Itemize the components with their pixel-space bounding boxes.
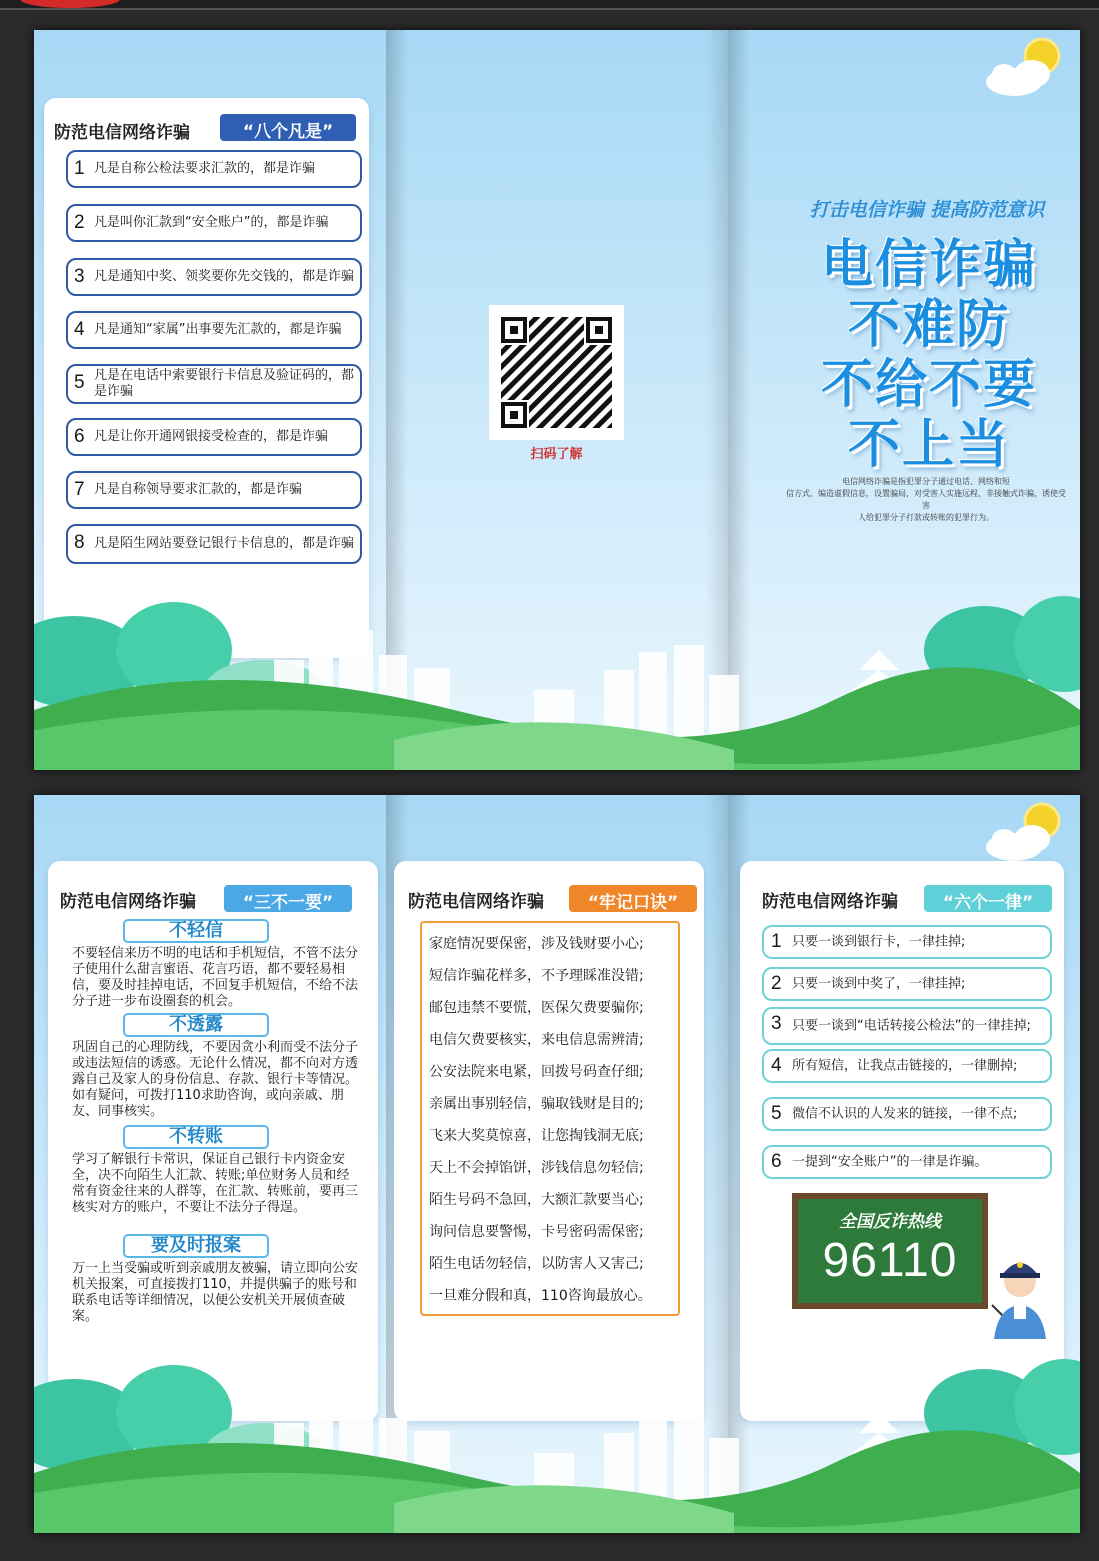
rule-number: 7: [74, 479, 85, 500]
panel-title: 防范电信网络诈骗: [54, 123, 190, 143]
rule-text: 只要一谈到中奖了，一律挂掉;: [792, 976, 966, 992]
city-landscape-illustration: [34, 1353, 1080, 1533]
section-body: 巩固自己的心理防线，不要因贪小利而受不法分子或违法短信的诱惑。无论什么情况，都不向对方透露自己及家人的身份信息、存款、银行卡等情况。如有疑问，可拨打110求助咨询，或向亲戚、朋友、同事核实。: [72, 1040, 359, 1119]
panel-title: 防范电信网络诈骗: [408, 892, 544, 912]
rule-text: 凡是通知“家属”出事要先汇款的，都是诈骗: [94, 322, 342, 337]
mnemonic-line: 公安法院来电紧，回拨号码查仔细;: [429, 1064, 644, 1080]
rule-text: 凡是叫你汇款到“安全账户”的，都是诈骗: [94, 215, 329, 230]
rule-item: [762, 1007, 1052, 1045]
panel-tag: “牢记口诀”: [569, 885, 697, 912]
qr-caption: 扫码了解: [530, 447, 583, 462]
sun-cloud-illustration: [974, 34, 1074, 104]
rule-item: [66, 471, 362, 509]
mnemonic-panel: [394, 861, 704, 1421]
rule-item: [66, 258, 362, 296]
rule-text: 凡是自称领导要求汇款的，都是诈骗: [94, 482, 303, 497]
panel-title: 防范电信网络诈骗: [60, 892, 196, 912]
mnemonic-line: 亲属出事别轻信，骗取钱财是目的;: [429, 1096, 644, 1112]
panel-title: 防范电信网络诈骗: [762, 892, 898, 912]
rule-text: 凡是在电话中索要银行卡信息及验证码的，都是诈骗: [94, 368, 355, 399]
cover-slogan: 打击电信诈骗 提高防范意识: [809, 199, 1045, 221]
qr-code[interactable]: [489, 305, 624, 440]
section-body: 万一上当受骗或听到亲戚朋友被骗，请立即向公安机关报案，可直接拨打110，并提供骗子的账号和联系电话等详细情况，以便公安机关开展侦查破案。: [72, 1261, 359, 1324]
rule-text: 凡是让你开通网银接受检查的，都是诈骗: [94, 429, 329, 444]
mnemonic-line: 家庭情况要保密，涉及钱财要小心;: [429, 936, 644, 952]
mnemonic-line: 陌生电话勿轻信，以防害人又害己;: [429, 1256, 644, 1272]
section-heading: 要及时报案: [123, 1234, 269, 1258]
rule-number: 8: [74, 532, 85, 553]
rule-item: [66, 524, 362, 564]
mnemonic-box: [420, 921, 680, 1316]
sun-cloud-illustration: [974, 799, 1074, 869]
rule-text: 只要一谈到银行卡，一律挂掉;: [792, 934, 966, 950]
rule-item: [762, 1097, 1052, 1131]
section-heading: 不转账: [123, 1125, 269, 1149]
cover-description: [786, 476, 1066, 524]
eight-rules-panel: [44, 98, 369, 658]
rule-item: [66, 150, 362, 188]
city-landscape-illustration: [34, 590, 1080, 770]
rule-number: 2: [771, 973, 782, 994]
rule-number: 1: [771, 931, 782, 952]
mnemonic-line: 飞来大奖莫惊喜，让您掏钱洞无底;: [429, 1128, 644, 1144]
rule-text: 微信不认识的人发来的链接，一律不点;: [792, 1106, 1018, 1122]
rule-item: [762, 1145, 1052, 1179]
rule-number: 3: [74, 266, 85, 287]
rule-item: [66, 364, 362, 404]
hotline-label: 全国反诈热线: [839, 1212, 941, 1232]
mnemonic-line: 一旦难分假和真，110咨询最放心。: [429, 1288, 652, 1304]
rule-number: 2: [74, 212, 85, 233]
rule-number: 5: [771, 1103, 782, 1124]
cover-headline-line: 不难防: [847, 295, 1010, 355]
mnemonic-line: 天上不会掉馅饼，涉钱信息勿轻信;: [429, 1160, 644, 1176]
rule-item: [762, 967, 1052, 1001]
cover-description-line: 信方式，编造虚假信息，设置骗局，对受害人实施远程、非接触式诈骗，诱使受害: [786, 489, 1066, 510]
rule-text: 凡是自称公检法要求汇款的，都是诈骗: [94, 161, 316, 176]
rule-number: 3: [771, 1013, 782, 1034]
section-heading: 不轻信: [123, 919, 269, 943]
panel-tag: “八个凡是”: [220, 114, 356, 141]
hotline-board: [792, 1193, 988, 1309]
rule-item: [762, 925, 1052, 959]
mnemonic-line: 询问信息要警惕，卡号密码需保密;: [429, 1224, 644, 1240]
mnemonic-line: 邮包违禁不要慌，医保欠费要骗你;: [429, 1000, 644, 1016]
rule-text: 一提到“安全账户”的一律是诈骗。: [792, 1154, 988, 1170]
rule-text: 凡是通知中奖、领奖要你先交钱的，都是诈骗: [94, 269, 355, 284]
section-heading: 不透露: [123, 1013, 269, 1037]
section-body: 学习了解银行卡常识，保证自己银行卡内资金安全，决不向陌生人汇款、转账;单位财务人员和经常有资金往来的人群等，在汇款、转账前，要再三核实对方的账户，不要让不法分子得逞。: [72, 1152, 359, 1215]
mnemonic-line: 电信欠费要核实，来电信息需辨清;: [429, 1032, 644, 1048]
section-body: 不要轻信来历不明的电话和手机短信，不管不法分子使用什么甜言蜜语、花言巧语，都不要轻易相信，要及时挂掉电话，不回复手机短信，不给不法分子进一步布设圈套的机会。: [72, 946, 359, 1009]
panel-tag: “六个一律”: [924, 885, 1052, 912]
top-strip: [0, 0, 1099, 10]
three-nos-panel: [48, 861, 378, 1421]
hotline-number: 96110: [822, 1234, 958, 1287]
rule-item: [66, 418, 362, 456]
panel-tag: “三不一要”: [224, 885, 352, 912]
mnemonic-line: 短信诈骗花样多，不予理睬准没错;: [429, 968, 644, 984]
cover-headline-line: 不上当: [847, 415, 1010, 475]
rule-text: 只要一谈到“电话转接公检法”的一律挂掉;: [792, 1018, 1031, 1034]
rule-number: 4: [74, 319, 85, 340]
police-officer-illustration: [984, 1243, 1054, 1339]
rule-number: 6: [771, 1151, 782, 1172]
brochure-outer-side: [34, 30, 1080, 770]
cover-description-line: 电信网络诈骗是指犯罪分子通过电话、网络和短: [842, 477, 1010, 486]
cover-description-line: 人给犯罪分子打款或转账的犯罪行为。: [858, 513, 994, 522]
rule-number: 4: [771, 1055, 782, 1076]
mnemonic-line: 陌生号码不急回，大额汇款要当心;: [429, 1192, 644, 1208]
rule-text: 凡是陌生网站要登记银行卡信息的，都是诈骗: [94, 536, 355, 551]
brochure-inner-side: [34, 795, 1080, 1533]
rule-number: 1: [74, 158, 85, 179]
rule-number: 5: [74, 372, 85, 393]
cover-headline-line: 不给不要: [820, 355, 1037, 415]
rule-item: [762, 1049, 1052, 1083]
rule-item: [66, 204, 362, 242]
rule-number: 6: [74, 426, 85, 447]
cover-headline-line: 电信诈骗: [820, 235, 1037, 295]
rule-item: [66, 311, 362, 349]
rule-text: 所有短信，让我点击链接的，一律删掉;: [792, 1058, 1018, 1074]
